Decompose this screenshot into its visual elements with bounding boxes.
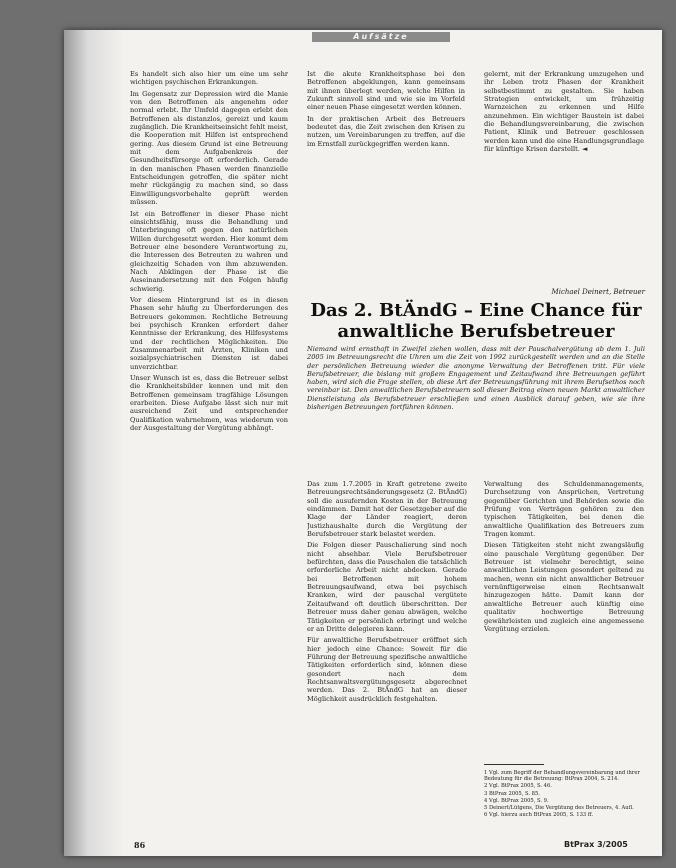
- column-2: [307, 70, 465, 238]
- footnote-divider: [484, 764, 544, 765]
- paragraph: Ist ein Betroffener in dieser Phase nicht einsichtsfähig, muss die Behandlung und Unterbringung oft gegen den natürlichen Willen durchgesetzt werden. Hier kommt dem Betreuer eine besondere Verantwortung zu, die Interessen des Betreuten zu wahren und gleichzeitig Schaden von ihm abzuwenden. Nach Abklingen der Phase ist die Auseinandersetzung mit den Folgen häufig schwierig.: [130, 209, 288, 293]
- footnote: 3 BtPrax 2005, S. 85.: [484, 790, 540, 797]
- paragraph: Für anwaltliche Berufsbetreuer eröffnet sich hier jedoch eine Chance: Soweit für die Führung der Betreuung spezifische anwaltliche Tätigkeiten erforderlich sind, können diese gesondert nach dem Rechtsanwaltsvergütungsgesetz abgerechnet werden. Das 2. BtÄndG hat an dieser Möglichkeit ausdrücklich festgehalten.: [307, 636, 467, 703]
- paragraph: Verwaltung des Schuldenmanagements, Durchsetzung von Ansprüchen, Vertretung gegenüber Gerichten und Behörden sowie die Prüfung von Verträgen gehören zu den typischen Tätigkeiten, bei denen die anwaltliche Qualifikation des Betreuers zum Tragen kommt.: [484, 480, 644, 539]
- journal-issue: BtPrax 3/2005: [564, 840, 628, 849]
- paragraph: Vor diesem Hintergrund ist es in diesen Phasen sehr häufig zu Überforderungen des Betreuers gekommen. Rechtliche Betreuung bei psychisch Kranken erfordert daher Kenntnisse der Erkrankung, des Hilfesystems und der rechtlichen Möglichkeiten. Die Zusammenarbeit mit Ärzten, Kliniken und sozialpsychiatrischen Diensten ist dabei unverzichtbar.: [130, 295, 288, 371]
- paragraph: Ist die akute Krankheitsphase bei den Betroffenen abgeklungen, kann gemeinsam mit ihnen überlegt werden, welche Hilfen in Zukunft sinnvoll sind und wie sie im Vorfeld einer neuen Phase eingesetzt werden können.: [307, 70, 465, 112]
- paragraph: Es handelt sich also hier um eine um sehr wichtigen psychischen Erkrankungen.: [130, 70, 288, 87]
- paragraph: In der praktischen Arbeit des Betreuers bedeutet das, die Zeit zwischen den Krisen zu nutzen, um Vereinbarungen zu treffen, auf die im Ernstfall zurückgegriffen werden kann.: [307, 114, 465, 148]
- footnote: 5 Deinert/Lütgens, Die Vergütung des Betreuers, 4. Aufl.: [484, 805, 634, 812]
- column-5: [484, 480, 644, 760]
- paragraph: Unser Wunsch ist es, dass die Betreuer selbst die Krankheitsbilder kennen und mit den Betroffenen gemeinsam tragfähige Lösungen erarbeiten. Diese Aufgabe lässt sich nur mit ausreichend Zeit und entsprechender Qualifikation wahrnehmen, was wiederum von der Ausgestaltung der Vergütung abhängt.: [130, 374, 288, 433]
- column-3: [484, 70, 644, 246]
- end-mark-icon: ◄: [581, 145, 588, 154]
- paragraph: Die Folgen dieser Pauschalierung sind noch nicht absehbar. Viele Berufsbetreuer befürchten, dass die Pauschalen die tatsächlich erforderliche Arbeit nicht abdecken. Gerade bei Betroffenen mit hohem Betreuungsaufwand, etwa bei psychisch Kranken, wird der pauschal vergütete Zeitaufwand oft deutlich überschritten. Der Betreuer muss daher genau abwägen, welche Tätigkeiten er persönlich erbringt und welche er an Dritte delegieren kann.: [307, 541, 467, 633]
- spine-shadow: [64, 30, 124, 856]
- column-4: [307, 480, 467, 810]
- paragraph: [484, 70, 644, 153]
- paragraph: Das zum 1.7.2005 in Kraft getretene zweite Betreuungsrechtsänderungsgesetz (2. BtÄndG) soll die ausufernden Kosten in der Betreuung eindämmen. Damit hat der Gesetzgeber auf die Klage der Länder reagiert, deren Justizhaushalte durch die Vergütung der Berufsbetreuer stark belastet werden.: [307, 480, 467, 539]
- footnote: 4 Vgl. BtPrax 2005, S. 9.: [484, 797, 549, 804]
- footnote: 1 Vgl. zum Begriff der Behandlungsvereinbarung und ihrer Bedeutung für die Betreuung: BtPrax 2004, S. 214.: [484, 770, 640, 783]
- column-1: [130, 70, 288, 810]
- paragraph-text: gelernt, mit der Erkrankung umzugehen und ihr Leben trotz Phasen der Krankheit selbstbestimmt zu gestalten. Sie haben Strategien entwickelt, um frühzeitig Warnzeichen zu erkennen und Hilfe anzunehmen. Ein wichtiger Baustein ist dabei die Behandlungsvereinbarung, die zwischen Patient, Klinik und Betreuer geschlossen werden kann und die eine Handlungsgrundlage für künftige Krisen darstellt.: [484, 70, 644, 154]
- article-byline: Michael Deinert, Betreuer: [551, 288, 645, 296]
- section-header: Aufsätze: [312, 32, 450, 42]
- magazine-page: [64, 30, 662, 856]
- article-lead: Niemand wird ernsthaft in Zweifel ziehen wollen, dass mit der Pauschalvergütung ab dem 1. Juli 2005 im Betreuungsrecht die Uhren um die Zeit von 1992 zurückgestellt werden und an die Stelle der persönlichen Betreuung wieder die anonyme Verwaltung der Betroffenen tritt. Für viele Berufsbetreuer, die bislang mit großem Engagement und Zeitaufwand ihre Betreuungen geführt haben, wird sich die Frage stellen, ob diese Art der Betreuungsführung mit ihrem Berufsethos noch vereinbar ist. Den anwaltlichen Berufsbetreuern soll dieser Beitrag einen neuen Markt anwaltlicher Dienstleistung als Berufsbetreuer erschließen und einen Ausblick darauf geben, wie sie ihre bisherigen Betreuungen fortführen können.: [307, 345, 645, 412]
- article-headline: Das 2. BtÄndG – Eine Chance für anwaltliche Berufsbetreuer: [310, 300, 642, 342]
- footnote: 2 Vgl. BtPrax 2005, S. 46.: [484, 783, 552, 790]
- paragraph: Diesen Tätigkeiten steht nicht zwangsläufig eine pauschale Vergütung gegenüber. Der Betreuer ist vielmehr berechtigt, seine anwaltlichen Leistungen gesondert geltend zu machen, wenn ein nicht anwaltlicher Betreuer vernünftigerweise einen Rechtsanwalt hinzugezogen hätte. Damit kann der anwaltliche Betreuer auch künftig eine qualitativ hochwertige Betreuung gewährleisten und zugleich eine angemessene Vergütung erzielen.: [484, 541, 644, 633]
- paragraph: Im Gegensatz zur Depression wird die Manie von den Betroffenen als angenehm oder normal erlebt. Ihr Umfeld dagegen erlebt den Betroffenen als distanzlos, gereizt und kaum zugänglich. Die Krankheitseinsicht fehlt meist, die Kooperation mit Hilfen ist entsprechend gering. Aus diesem Grund ist eine Betreuung mit dem Aufgabenkreis der Gesundheitsfürsorge oft erforderlich. Gerade in den manischen Phasen werden finanzielle Entscheidungen getroffen, die später nicht mehr rückgängig zu machen sind, so dass Einwilligungsvorbehalte geprüft werden müssen.: [130, 89, 288, 207]
- page-number: 86: [134, 840, 146, 850]
- footnote: 6 Vgl. hierzu auch BtPrax 2005, S. 133 ff.: [484, 812, 593, 819]
